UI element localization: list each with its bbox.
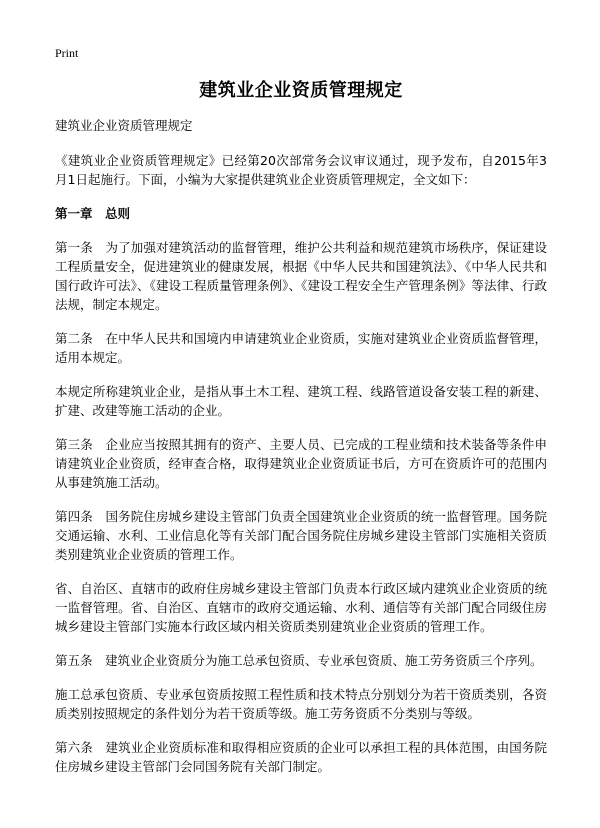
article-5: 第五条 建筑业企业资质分为施工总承包资质、专业承包资质、施工劳务资质三个序列。 xyxy=(55,653,543,668)
document-subtitle: 建筑业企业资质管理规定 xyxy=(55,118,193,133)
article-4-provincial: 省、自治区、直辖市的政府住房城乡建设主管部门负责本行政区域内建筑业企业资质的统一监督管理。省、自治区、直辖市的政府交通运输、水利、通信等有关部门配合同级住房城乡建设主管部门实施本行政区域内相关资质类别建筑业企业资质的管理工作。 xyxy=(55,581,547,634)
chapter-heading: 第一章 总则 xyxy=(55,206,131,221)
article-1: 第一条 为了加强对建筑活动的监督管理，维护公共利益和规范建筑市场秩序，保证建设工程质量安全，促进建筑业的健康发展，根据《中华人民共和国建筑法》、《中华人民共和国行政许可法》、《建设工程质量管理条例》、《建设工程安全生产管理条例》等法律、行政法规，制定本规定。 xyxy=(55,240,547,312)
article-3: 第三条 企业应当按照其拥有的资产、主要人员、已完成的工程业绩和技术装备等条件申请建筑业企业资质，经审查合格，取得建筑业企业资质证书后，方可在资质许可的范围内从事建筑施工活动。 xyxy=(55,437,547,490)
article-6: 第六条 建筑业企业资质标准和取得相应资质的企业可以承担工程的具体范围，由国务院住房城乡建设主管部门会同国务院有关部门制定。 xyxy=(55,740,547,774)
document-title: 建筑业企业资质管理规定 xyxy=(199,80,403,101)
print-link[interactable]: Print xyxy=(55,46,79,60)
article-2: 第二条 在中华人民共和国境内申请建筑业企业资质，实施对建筑业企业资质监督管理，适用本规定。 xyxy=(55,331,547,365)
intro-paragraph: 《建筑业企业资质管理规定》已经第20次部常务会议审议通过，现予发布，自2015年3月1日起施行。下面，小编为大家提供建筑业企业资质管理规定，全文如下： xyxy=(55,153,547,187)
article-4: 第四条 国务院住房城乡建设主管部门负责全国建筑业企业资质的统一监督管理。国务院交通运输、水利、工业信息化等有关部门配合国务院住房城乡建设主管部门实施相关资质类别建筑业企业资质的管理工作。 xyxy=(55,509,547,562)
article-2-definition: 本规定所称建筑业企业，是指从事土木工程、建筑工程、线路管道设备安装工程的新建、扩建、改建等施工活动的企业。 xyxy=(55,384,547,418)
article-5-categories: 施工总承包资质、专业承包资质按照工程性质和技术特点分别划分为若干资质类别，各资质类别按照规定的条件划分为若干资质等级。施工劳务资质不分类别与等级。 xyxy=(55,687,547,721)
